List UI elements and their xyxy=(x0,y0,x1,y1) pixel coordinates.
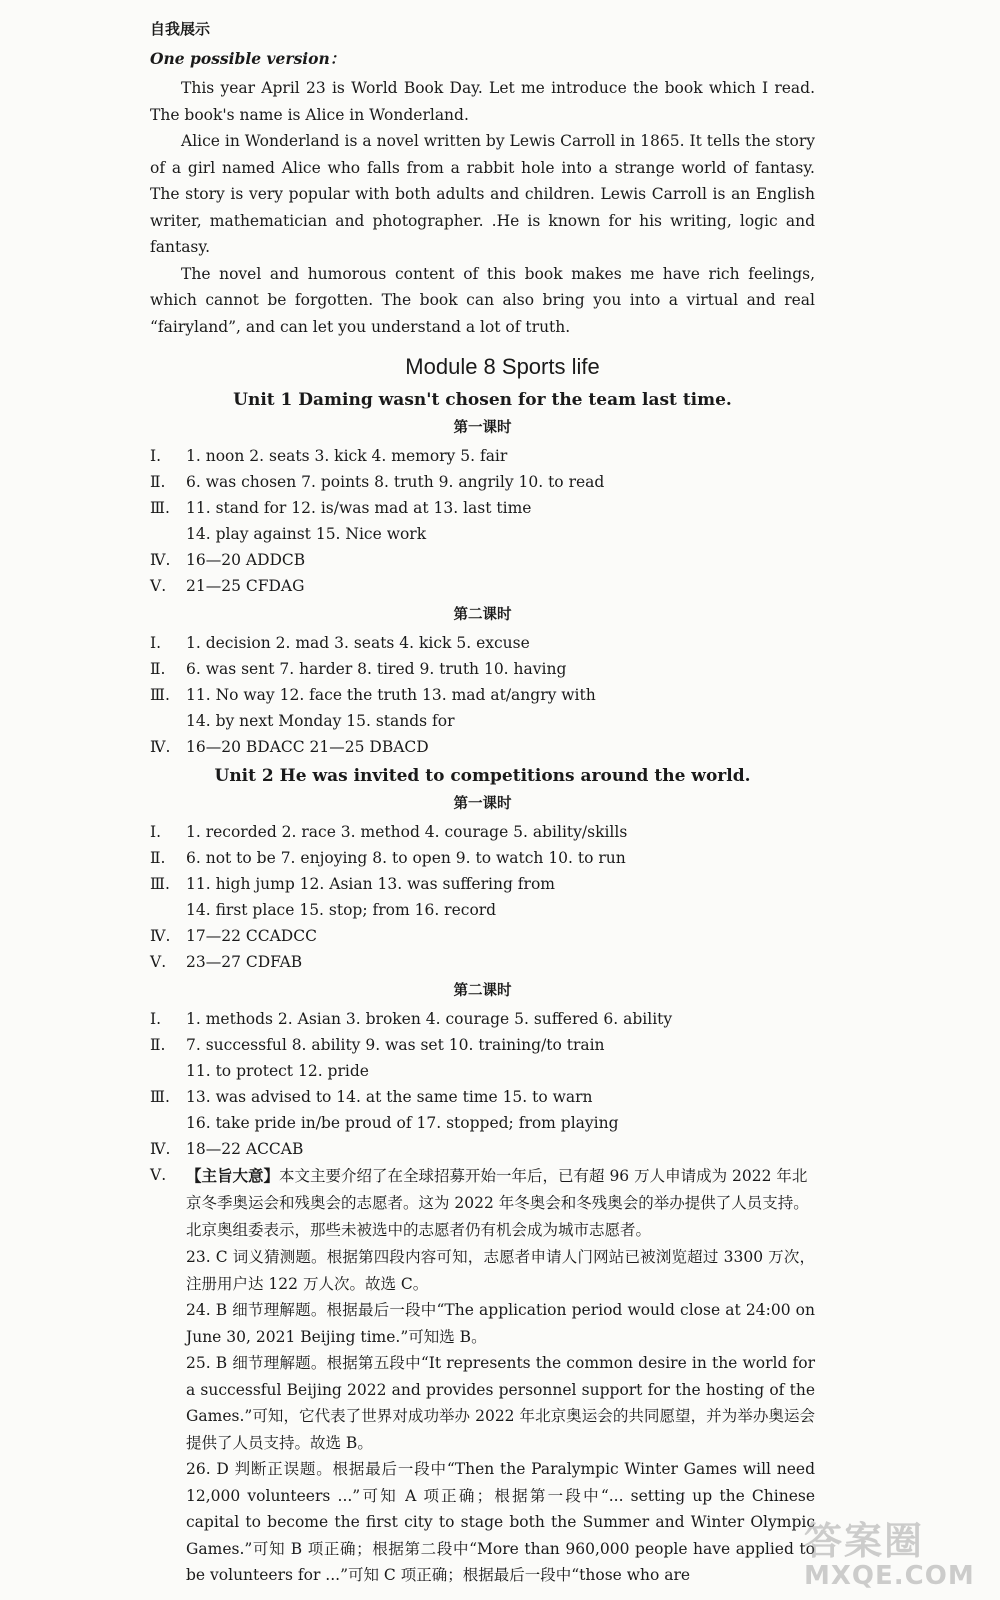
exercise-number: Ⅱ. xyxy=(150,1036,166,1054)
unit-title: Unit 2 He was invited to competitions around the world. xyxy=(214,766,751,786)
essay-paragraph: The novel and humorous content of this book makes me have rich feelings, which cannot be forgotten. The book can also bring you into a virtual and real “fairyland”, and can let you understand a lot of truth. xyxy=(150,264,815,336)
exercise-number: Ⅲ. xyxy=(150,499,170,517)
answer-line: 1. recorded 2. race 3. method 4. courage 5. ability/skills xyxy=(186,823,628,841)
exercise-row xyxy=(150,1084,815,1136)
exercise-number: Ⅱ. xyxy=(150,473,166,491)
exercise-row xyxy=(150,682,815,734)
unit-title: Unit 1 Daming wasn't chosen for the team last time. xyxy=(233,390,732,410)
exercise-number: Ⅰ. xyxy=(150,1010,162,1028)
answer-line: 6. was chosen 7. points 8. truth 9. angrily 10. to read xyxy=(186,473,605,491)
exercise-number: Ⅱ. xyxy=(150,849,166,867)
answer-line: 1. decision 2. mad 3. seats 4. kick 5. excuse xyxy=(186,634,530,652)
essay-paragraph: Alice in Wonderland is a novel written by Lewis Carroll in 1865. It tells the story of a girl named Alice who falls from a rabbit hole into a strange world of fantasy. The story is very popular with both adults and children. Lewis Carroll is an English writer, mathematician and photographer. .He is known for his writing, logic and fantasy. xyxy=(150,132,815,256)
exercise-number: Ⅰ. xyxy=(150,634,162,652)
lesson-title: 第一课时 xyxy=(453,420,512,436)
exercise-row xyxy=(150,871,815,923)
exercise-number: Ⅳ. xyxy=(150,927,171,945)
exercise-number: Ⅲ. xyxy=(150,1088,170,1106)
exercise-number: Ⅳ. xyxy=(150,738,171,756)
answer-line: 23—27 CDFAB xyxy=(186,953,303,971)
explanation-item: 23. C 词义猜测题。根据第四段内容可知，志愿者申请人门网站已被浏览超过 3300 万次，注册用户达 122 万人次。故选 C。 xyxy=(186,1248,815,1293)
answer-line: 16—20 BDACC 21—25 DBACD xyxy=(186,738,429,756)
answer-line: 13. was advised to 14. at the same time 15. to warn xyxy=(186,1088,593,1106)
exercise-row xyxy=(150,949,815,975)
exercise-number: Ⅲ. xyxy=(150,686,170,704)
answer-line: 16. take pride in/be proud of 17. stopped; from playing xyxy=(186,1114,619,1132)
module-title: Module 8 Sports life xyxy=(405,354,600,379)
answer-line: 11. to protect 12. pride xyxy=(186,1062,369,1080)
answer-line: 14. first place 15. stop; from 16. record xyxy=(186,901,497,919)
exercise-row xyxy=(150,573,815,599)
exercise-row xyxy=(150,1136,815,1162)
exercise-row xyxy=(150,1032,815,1084)
lesson-title: 第二课时 xyxy=(453,607,512,623)
answer-line: 18—22 ACCAB xyxy=(186,1140,304,1158)
exercise-row xyxy=(150,819,815,845)
answer-line: 11. No way 12. face the truth 13. mad at/angry with xyxy=(186,686,596,704)
explanation-item: 24. B 细节理解题。根据最后一段中“The application period would close at 24:00 on June 30, 2021 Beijing time.”可知选 B。 xyxy=(186,1301,815,1346)
exercise-row xyxy=(150,443,815,469)
answer-line: 14. play against 15. Nice work xyxy=(186,525,427,543)
answer-line: 21—25 CFDAG xyxy=(186,577,305,595)
exercise-row xyxy=(150,630,815,656)
explanation-item: 25. B 细节理解题。根据第五段中“It represents the common desire in the world for a successful Beijing 2022 and provides personnel support for the hosting of the Games.”可知，它代表了世界对成功举办 2022 年北京奥运会的共同愿望，并为举办奥运会提供了人员支持。故选 B。 xyxy=(186,1354,815,1452)
answer-line: 14. by next Monday 15. stands for xyxy=(186,712,455,730)
exercise-number: Ⅴ. xyxy=(150,953,167,971)
exercise-number: Ⅰ. xyxy=(150,823,162,841)
exercise-row xyxy=(150,656,815,682)
lesson-title: 第二课时 xyxy=(453,983,512,999)
exercise-row xyxy=(150,495,815,547)
exercise-number: Ⅳ. xyxy=(150,1140,171,1158)
watermark-cn: 答案圈 xyxy=(804,1519,925,1563)
watermark-en: MXQE.COM xyxy=(804,1561,975,1591)
answer-line: 17—22 CCADCC xyxy=(186,927,317,945)
answer-line: 11. high jump 12. Asian 13. was suffering from xyxy=(186,875,555,893)
exercise-number: Ⅳ. xyxy=(150,551,171,569)
essay-title: 自我展示 xyxy=(150,20,211,38)
exercise-row xyxy=(150,1006,815,1032)
exercise-row xyxy=(150,734,815,760)
exercise-row xyxy=(150,469,815,495)
exercise-row xyxy=(150,845,815,871)
summary-text: 本文主要介绍了在全球招募开始一年后，已有超 96 万人申请成为 2022 年北京冬季奥运会和残奥会的志愿者。这为 2022 年冬奥会和冬残奥会的举办提供了人员支持。北京奥组委表示，那些未被选中的志愿者仍有机会成为城市志愿者。 xyxy=(186,1167,809,1239)
exercise-list xyxy=(150,1006,815,1162)
answer-line: 1. methods 2. Asian 3. broken 4. courage 5. suffered 6. ability xyxy=(186,1010,673,1028)
exercise-list xyxy=(150,443,815,599)
answer-line: 11. stand for 12. is/was mad at 13. last time xyxy=(186,499,532,517)
summary-block xyxy=(150,1162,815,1244)
exercise-list xyxy=(150,819,815,975)
exercise-number: Ⅴ. xyxy=(150,577,167,595)
watermark-logo xyxy=(804,1510,994,1590)
version-label: One possible version： xyxy=(150,49,346,68)
exercise-list xyxy=(150,630,815,760)
exercise-number: Ⅲ. xyxy=(150,875,170,893)
answer-line: 6. was sent 7. harder 8. tired 9. truth 10. having xyxy=(186,660,567,678)
answer-line: 7. successful 8. ability 9. was set 10. training/to train xyxy=(186,1036,605,1054)
explanation-item: 26. D 判断正误题。根据最后一段中“Then the Paralympic Winter Games will need 12,000 volunteers ...”可知 A 项正确；根据第一段中“... setting up the Chinese capital to become the first city to stage both the Summer and Winter Olympic Games.”可知 B 项正确；根据第二段中“More than 960,000 people have applied to be volunteers for ...”可知 C 项正确；根据最后一段中“those who are xyxy=(186,1460,815,1584)
essay-paragraph: This year April 23 is World Book Day. Let me introduce the book which I read. The book's name is Alice in Wonderland. xyxy=(150,79,815,124)
summary-tag: 【主旨大意】 xyxy=(186,1166,280,1185)
lesson-title: 第一课时 xyxy=(453,796,512,812)
answer-page xyxy=(150,18,815,1589)
exercise-row xyxy=(150,923,815,949)
exercise-number: Ⅴ. xyxy=(150,1166,167,1184)
exercise-row xyxy=(150,547,815,573)
answer-line: 6. not to be 7. enjoying 8. to open 9. to watch 10. to run xyxy=(186,849,626,867)
exercise-number: Ⅱ. xyxy=(150,660,166,678)
exercise-number: Ⅰ. xyxy=(150,447,162,465)
answer-line: 16—20 ADDCB xyxy=(186,551,306,569)
answer-line: 1. noon 2. seats 3. kick 4. memory 5. fair xyxy=(186,447,508,465)
